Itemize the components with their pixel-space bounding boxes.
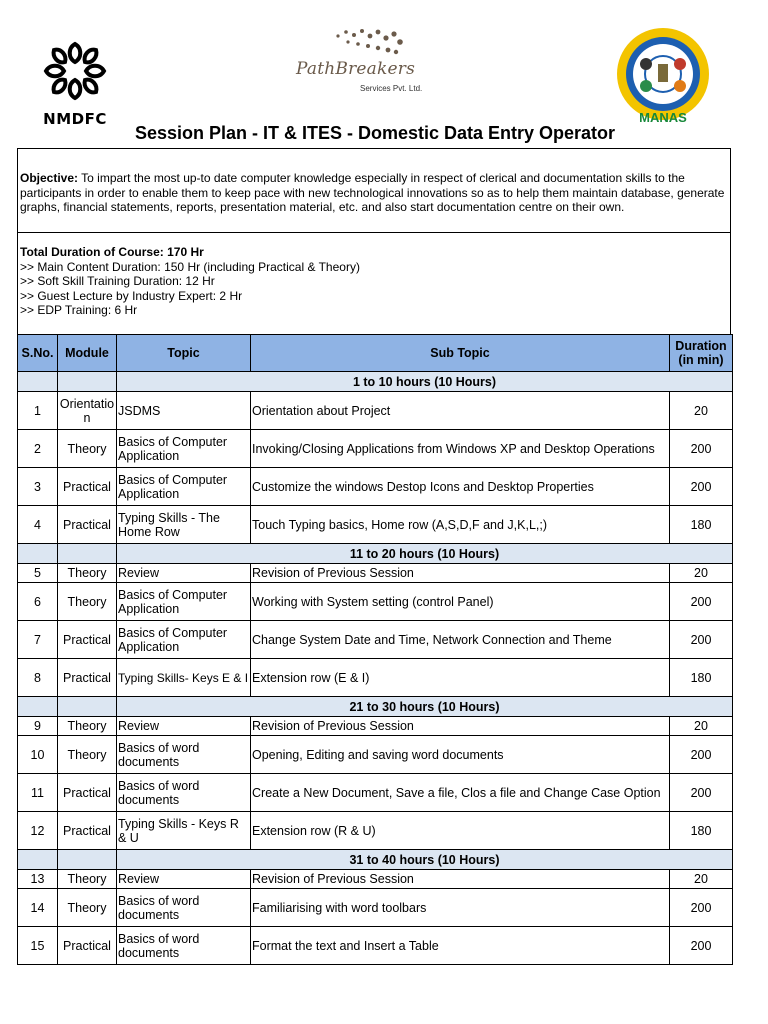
objective-text: To impart the most up-to date computer knowledge especially in respect of clerical and documentation skills to the participants in order to enable them to keep pace with new technological innovations so as to help them maintain database, generate graphs, financial statements, reports, presentation material, etc. and also start documentation centre on their own. <box>20 171 725 214</box>
cell-topic: JSDMS <box>117 392 251 430</box>
cell-topic: Basics of Computer Application <box>117 621 251 659</box>
duration-line: >> Main Content Duration: 150 Hr (including Practical & Theory) <box>20 259 360 274</box>
cell-topic: Review <box>117 870 251 889</box>
cell-sno: 14 <box>18 889 58 927</box>
cell-duration: 200 <box>670 774 733 812</box>
cell-topic: Basics of word documents <box>117 736 251 774</box>
cell-module: Practical <box>58 621 117 659</box>
cell-subtopic: Customize the windows Destop Icons and Desktop Properties <box>251 468 670 506</box>
cell-duration: 200 <box>670 889 733 927</box>
table-row <box>18 889 733 927</box>
duration-line: >> EDP Training: 6 Hr <box>20 303 138 318</box>
cell-sno: 6 <box>18 583 58 621</box>
cell-duration: 200 <box>670 736 733 774</box>
table-row <box>18 392 733 430</box>
cell-subtopic: Create a New Document, Save a file, Clos a file and Change Case Option <box>251 774 670 812</box>
cell-sno: 15 <box>18 927 58 965</box>
table-row <box>18 927 733 965</box>
header-topic: Topic <box>117 335 251 372</box>
cell-module: Theory <box>58 564 117 583</box>
nmdfc-logo <box>30 34 120 130</box>
duration-line: >> Soft Skill Training Duration: 12 Hr <box>20 274 215 289</box>
table-row <box>18 659 733 697</box>
page-title: Session Plan - IT & ITES - Domestic Data Entry Operator <box>134 123 616 143</box>
cell-sno: 1 <box>18 392 58 430</box>
band-row <box>18 372 733 392</box>
cell-duration: 200 <box>670 468 733 506</box>
cell-module: Practical <box>58 927 117 965</box>
cell-topic: Review <box>117 564 251 583</box>
duration-section <box>18 233 730 335</box>
table-header-row <box>18 335 733 372</box>
cell-duration: 200 <box>670 583 733 621</box>
cell-subtopic: Invoking/Closing Applications from Windows XP and Desktop Operations <box>251 430 670 468</box>
table-row <box>18 717 733 736</box>
table-row <box>18 870 733 889</box>
band-label: 21 to 30 hours (10 Hours) <box>117 697 733 717</box>
cell-topic: Review <box>117 717 251 736</box>
cell-module: Practical <box>58 468 117 506</box>
cell-sno: 9 <box>18 717 58 736</box>
cell-duration: 200 <box>670 927 733 965</box>
cell-subtopic: Working with System setting (control Panel) <box>251 583 670 621</box>
cell-module: Theory <box>58 870 117 889</box>
pathbreakers-subtitle: Services Pvt. Ltd. <box>360 84 423 93</box>
cell-sno: 13 <box>18 870 58 889</box>
cell-module: Theory <box>58 736 117 774</box>
cell-sno: 2 <box>18 430 58 468</box>
cell-sno: 8 <box>18 659 58 697</box>
cell-topic: Basics of word documents <box>117 774 251 812</box>
cell-sno: 10 <box>18 736 58 774</box>
table-row <box>18 621 733 659</box>
manas-seal-logo <box>608 26 718 130</box>
cell-duration: 20 <box>670 717 733 736</box>
cell-subtopic: Extension row (E & I) <box>251 659 670 697</box>
pathbreakers-name: PathBreakers <box>296 59 416 79</box>
band-label: 11 to 20 hours (10 Hours) <box>117 544 733 564</box>
cell-subtopic: Familiarising with word toolbars <box>251 889 670 927</box>
cell-sno: 12 <box>18 812 58 850</box>
cell-sno: 11 <box>18 774 58 812</box>
objective-label: Objective: <box>20 171 79 185</box>
cell-duration: 180 <box>670 506 733 544</box>
cell-topic: Typing Skills - The Home Row <box>117 506 251 544</box>
cell-topic: Basics of word documents <box>117 889 251 927</box>
cell-topic: Basics of Computer Application <box>117 583 251 621</box>
band-row <box>18 850 733 870</box>
cell-subtopic: Revision of Previous Session <box>251 717 670 736</box>
table-row <box>18 468 733 506</box>
document-header <box>0 0 768 148</box>
cell-duration: 180 <box>670 659 733 697</box>
header-module: Module <box>58 335 117 372</box>
cell-duration: 180 <box>670 812 733 850</box>
cell-subtopic: Orientation about Project <box>251 392 670 430</box>
table-row <box>18 774 733 812</box>
objective-section <box>18 149 730 233</box>
nmdfc-logo-text: NMDFC <box>43 110 107 128</box>
cell-module: Theory <box>58 889 117 927</box>
course-info <box>17 148 731 335</box>
manas-label: MANAS <box>639 110 687 125</box>
cell-subtopic: Extension row (R & U) <box>251 812 670 850</box>
cell-module: Practical <box>58 812 117 850</box>
cell-duration: 20 <box>670 564 733 583</box>
cell-module: Theory <box>58 430 117 468</box>
cell-subtopic: Touch Typing basics, Home row (A,S,D,F and J,K,L,;) <box>251 506 670 544</box>
cell-subtopic: Opening, Editing and saving word documents <box>251 736 670 774</box>
cell-duration: 200 <box>670 621 733 659</box>
band-row <box>18 544 733 564</box>
session-plan-table <box>17 334 733 965</box>
cell-topic: Basics of Computer Application <box>117 468 251 506</box>
cell-sno: 5 <box>18 564 58 583</box>
table-row <box>18 564 733 583</box>
table-row <box>18 583 733 621</box>
cell-topic: Typing Skills- Keys E & I <box>117 659 251 697</box>
cell-sno: 3 <box>18 468 58 506</box>
table-row <box>18 812 733 850</box>
duration-line: >> Guest Lecture by Industry Expert: 2 Hr <box>20 288 243 303</box>
table-row <box>18 430 733 468</box>
cell-subtopic: Revision of Previous Session <box>251 870 670 889</box>
pathbreakers-logo <box>290 26 450 96</box>
cell-duration: 200 <box>670 430 733 468</box>
cell-module: Practical <box>58 506 117 544</box>
cell-module: Theory <box>58 583 117 621</box>
cell-module: Practical <box>58 774 117 812</box>
cell-subtopic: Change System Date and Time, Network Connection and Theme <box>251 621 670 659</box>
nmdfc-flower-icon <box>30 34 120 108</box>
table-row <box>18 506 733 544</box>
band-label: 1 to 10 hours (10 Hours) <box>117 372 733 392</box>
cell-subtopic: Format the text and Insert a Table <box>251 927 670 965</box>
table-row <box>18 736 733 774</box>
total-duration: Total Duration of Course: 170 Hr <box>20 245 204 259</box>
band-label: 31 to 40 hours (10 Hours) <box>117 850 733 870</box>
cell-topic: Typing Skills - Keys R & U <box>117 812 251 850</box>
cell-module: Orientation <box>58 392 117 430</box>
cell-module: Theory <box>58 717 117 736</box>
header-subtopic: Sub Topic <box>251 335 670 372</box>
cell-topic: Basics of word documents <box>117 927 251 965</box>
cell-duration: 20 <box>670 870 733 889</box>
cell-duration: 20 <box>670 392 733 430</box>
cell-sno: 7 <box>18 621 58 659</box>
cell-sno: 4 <box>18 506 58 544</box>
cell-subtopic: Revision of Previous Session <box>251 564 670 583</box>
header-duration: Duration (in min) <box>670 335 733 372</box>
pathbreakers-dots-icon <box>290 26 450 62</box>
band-row <box>18 697 733 717</box>
header-sno: S.No. <box>18 335 58 372</box>
cell-topic: Basics of Computer Application <box>117 430 251 468</box>
cell-module: Practical <box>58 659 117 697</box>
